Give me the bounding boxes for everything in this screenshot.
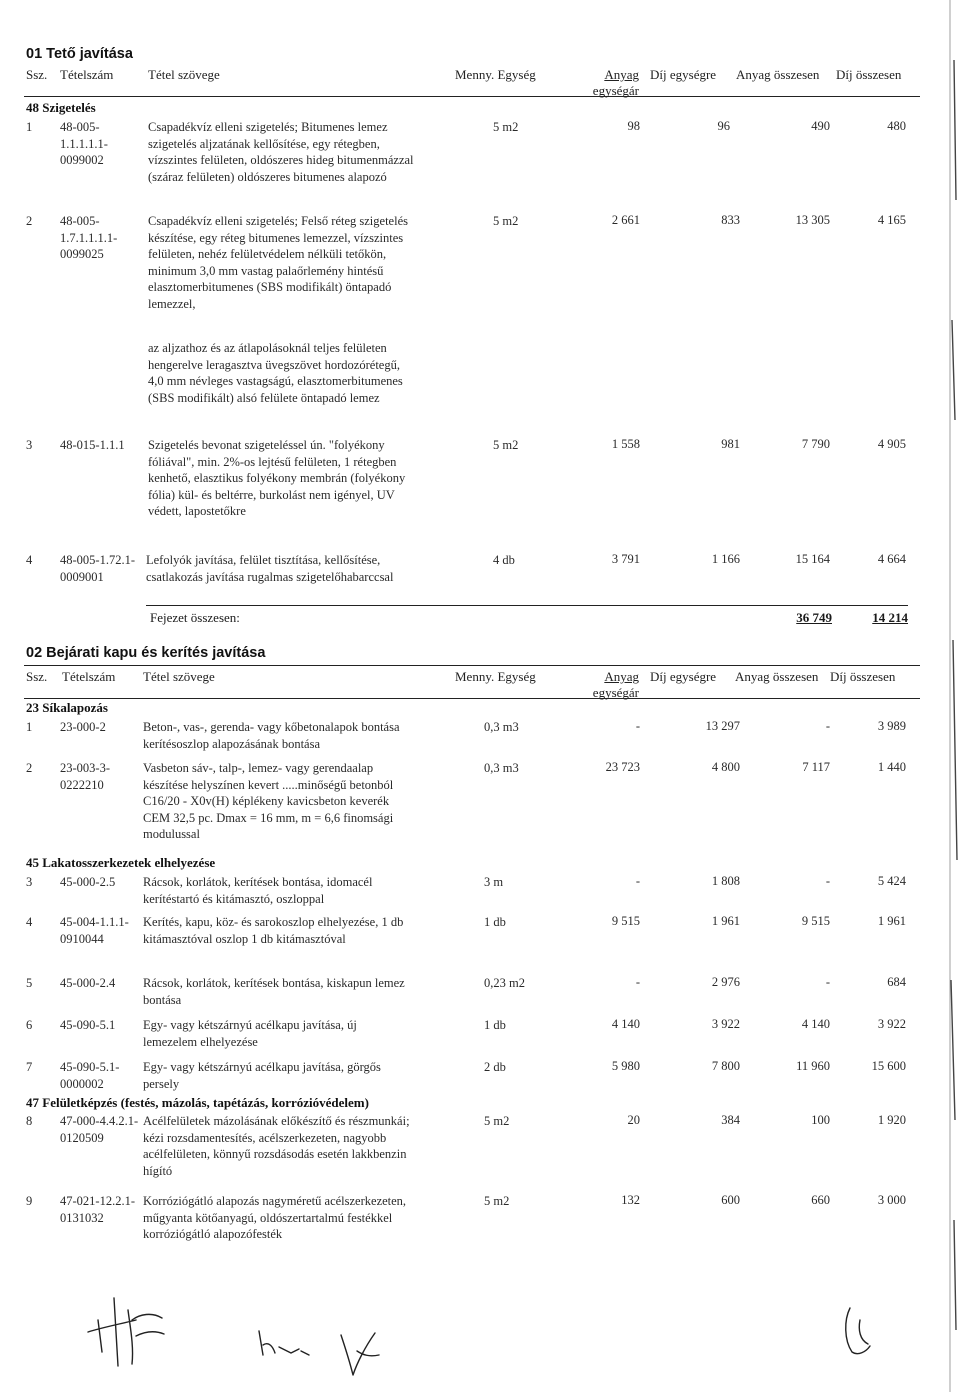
row-menny: 0,3 m3 [484, 761, 519, 775]
row-dij-egys: 600 [721, 1193, 740, 1207]
row-szoveg: Egy- vagy kétszárnyú acélkapu javítása, új lemezelem elhelyezése [143, 1018, 357, 1049]
row-ssz: 6 [26, 1018, 33, 1032]
header-ssz: Ssz. [26, 67, 48, 82]
header-tetelszam: Tételszám [60, 67, 114, 82]
row-ssz: 1 [26, 720, 33, 734]
row-dij-egys: 4 800 [711, 760, 740, 774]
row-ssz: 2 [26, 214, 33, 228]
row-anyag-ossz: 7 790 [801, 437, 830, 451]
row-dij-ossz: 4 165 [877, 213, 906, 227]
signature-4 [840, 1300, 880, 1360]
row-anyag-ossz: 11 960 [796, 1059, 830, 1073]
row-dij-egys: 3 922 [711, 1017, 740, 1031]
row-szoveg: Szigetelés bevonat szigeteléssel ún. "folyékony fóliával", min. 2%-os lejtésű felületen, 1 rétegben kenhető, elasztikus folyékony membrán (folyékony fólia) kül- és beltérre, burkolást nem igényel, UV védett, lapostetőkre [148, 438, 406, 518]
row-tetelszam: 48-005- 1.7.1.1.1.1- 0099025 [60, 214, 118, 261]
header-anyag: Anyag egységár [592, 669, 639, 701]
header-dij-ossz: Díj összesen [830, 669, 896, 684]
row-tetelszam: 47-000-4.4.2.1- 0120509 [60, 1114, 139, 1145]
row-szoveg: Lefolyók javítása, felület tisztítása, kellősítése, csatlakozás javítása rugalmas szigetelőhabarccsal [146, 553, 394, 584]
scan-edge-artifact [934, 0, 960, 1392]
section-title: 02 Bejárati kapu és kerítés javítása [26, 645, 266, 661]
row-dij-ossz: 5 424 [877, 874, 906, 888]
row-szoveg: Acélfelületek mázolásának előkészítő és részmunkái; kézi rozsdamentesítés, acélszerkezeten, nagyobb acélfelületen, könnyű rozsdásodás esetén lakkbenzin hígító [143, 1114, 410, 1178]
row-szoveg: Rácsok, korlátok, kerítések bontása, kiskapun lemez bontása [143, 976, 405, 1007]
row-anyag-ossz: 4 140 [801, 1017, 830, 1031]
row-dij-egys: 833 [721, 213, 740, 227]
header-ssz: Ssz. [26, 669, 48, 684]
row-ssz: 9 [26, 1194, 33, 1208]
signature-2 [255, 1325, 315, 1365]
row-menny: 0,3 m3 [484, 720, 519, 734]
row-menny: 1 db [484, 915, 506, 929]
row-tetelszam: 23-003-3- 0222210 [60, 761, 110, 792]
row-menny: 5 m2 [493, 120, 519, 134]
row-anyag-ossz: 100 [811, 1113, 830, 1127]
header-rule [24, 698, 920, 699]
row-dij-ossz: 3 989 [877, 719, 906, 733]
chapter-total-label: Fejezet összesen: [150, 610, 240, 625]
header-dij-egys: Díj egységre [650, 67, 717, 82]
row-anyag-ossz: 15 164 [795, 552, 830, 566]
row-menny: 5 m2 [484, 1114, 510, 1128]
row-szoveg: Csapadékvíz elleni szigetelés; Bitumenes lemez szigetelés aljzatának kellősítése, egy rétegben, vízszintes felületen, oldószeres hideg bitumenmázzal (száraz felületen) oldószeres bitumenes alapozó [148, 120, 414, 184]
row-dij-ossz: 3 000 [877, 1193, 906, 1207]
row-dij-ossz: 480 [887, 119, 906, 133]
group-title: 23 Síkalapozás [26, 700, 108, 715]
row-szoveg: Rácsok, korlátok, kerítések bontása, idomacél kerítéstartó és kitámasztó, oszloppal [143, 875, 373, 906]
chapter-total-dij: 14 214 [872, 610, 908, 625]
row-menny: 5 m2 [493, 438, 519, 452]
row-anyag: - [635, 719, 640, 733]
row-tetelszam: 45-000-2.4 [60, 976, 116, 990]
section-title: 01 Tető javítása [26, 46, 133, 62]
row-dij-ossz: 4 905 [877, 437, 906, 451]
row-ssz: 8 [26, 1114, 33, 1128]
header-menny: Menny. Egység [455, 67, 536, 82]
row-tetelszam: 45-000-2.5 [60, 875, 116, 889]
row-szoveg: Vasbeton sáv-, talp-, lemez- vagy gerendaalap készítése helyszínen kevert .....minőségű betonból C16/20 - X0v(H) képlékeny kavicsbeton keverék CEM 32,5 pc. Dmax = 16 mm, m = 6,6 finomsági modulussal [143, 761, 394, 841]
row-anyag: - [635, 975, 640, 989]
row-tetelszam: 45-004-1.1.1- 0910044 [60, 915, 129, 946]
row-anyag: - [635, 874, 640, 888]
row-anyag-ossz: 490 [811, 119, 830, 133]
header-anyag-ossz: Anyag összesen [736, 67, 820, 82]
group-title: 45 Lakatosszerkezetek elhelyezése [26, 855, 216, 870]
row-anyag-ossz: - [825, 719, 830, 733]
header-dij-egys: Díj egységre [650, 669, 717, 684]
row-anyag: 98 [627, 119, 640, 133]
header-tetelszam: Tételszám [62, 669, 116, 684]
row-tetelszam: 45-090-5.1 [60, 1018, 116, 1032]
row-anyag: 1 558 [611, 437, 640, 451]
row-menny: 2 db [484, 1060, 506, 1074]
group-title: 48 Szigetelés [26, 100, 96, 115]
row-szoveg: Csapadékvíz elleni szigetelés; Felső réteg szigetelés készítése, egy réteg bitumenes lemezzel, vízszintes felületen, nehéz felületvédelem nélküli tetőkön, minimum 3,0 mm vastag palaőrlemény hintésű elasztomerbitumenes (SBS modifikált) öntapadó lemezzel, [148, 214, 408, 311]
row-tetelszam: 48-015-1.1.1 [60, 438, 125, 452]
row-dij-ossz: 1 920 [877, 1113, 906, 1127]
row-anyag-ossz: 7 117 [802, 760, 830, 774]
row-anyag: 20 [627, 1113, 640, 1127]
row-dij-egys: 96 [717, 119, 730, 133]
row-ssz: 5 [26, 976, 33, 990]
row-menny: 0,23 m2 [484, 976, 525, 990]
row-dij-egys: 384 [721, 1113, 740, 1127]
total-rule [146, 605, 908, 606]
row-menny: 5 m2 [484, 1194, 510, 1208]
row-dij-egys: 1 166 [711, 552, 740, 566]
row-anyag-ossz: 9 515 [801, 914, 830, 928]
row-dij-egys: 1 961 [711, 914, 740, 928]
row-szoveg: Beton-, vas-, gerenda- vagy kőbetonalapok bontása kerítésoszlop alapozásának bontása [143, 720, 400, 751]
row-ssz: 4 [26, 553, 33, 567]
row-anyag: 23 723 [605, 760, 640, 774]
row-dij-ossz: 1 961 [877, 914, 906, 928]
header-anyag: Anyag egységár [592, 67, 639, 99]
header-dij-ossz: Díj összesen [836, 67, 902, 82]
row-menny: 5 m2 [493, 214, 519, 228]
row-dij-egys: 1 808 [711, 874, 740, 888]
row-anyag: 9 515 [611, 914, 640, 928]
row-anyag: 5 980 [611, 1059, 640, 1073]
row-anyag-ossz: 13 305 [795, 213, 830, 227]
row-ssz: 2 [26, 761, 33, 775]
row-dij-egys: 7 800 [711, 1059, 740, 1073]
row-tetelszam: 48-005- 1.1.1.1.1- 0099002 [60, 120, 108, 167]
row-szoveg: Kerítés, kapu, köz- és sarokoszlop elhelyezése, 1 db kitámasztóval oszlop 1 db kitámasztóval [143, 915, 404, 946]
row-dij-egys: 981 [721, 437, 740, 451]
row-dij-egys: 13 297 [705, 719, 740, 733]
header-szoveg: Tétel szövege [148, 67, 220, 82]
row-menny: 3 m [484, 875, 504, 889]
row-tetelszam: 48-005-1.72.1- 0009001 [60, 553, 135, 584]
row-ssz: 3 [26, 438, 33, 452]
row-tetelszam: 23-000-2 [60, 720, 106, 734]
row-anyag-ossz: 660 [811, 1193, 830, 1207]
header-szoveg: Tétel szövege [143, 669, 215, 684]
row-dij-ossz: 4 664 [877, 552, 906, 566]
row-szoveg: Korróziógátló alapozás nagyméretű acélszerkezeten, műgyanta kötőanyagú, oldószertartalmú festékkel korróziógátló alapozófesték [143, 1194, 407, 1241]
row-tetelszam: 45-090-5.1- 0000002 [60, 1060, 120, 1091]
row-anyag: 4 140 [611, 1017, 640, 1031]
row-menny: 4 db [493, 553, 515, 567]
header-rule [24, 96, 920, 97]
header-menny: Menny. Egység [455, 669, 536, 684]
row-szoveg: Egy- vagy kétszárnyú acélkapu javítása, görgős persely [143, 1060, 381, 1091]
row-anyag: 132 [621, 1193, 640, 1207]
signature-1 [80, 1290, 170, 1370]
row-dij-egys: 2 976 [711, 975, 740, 989]
row-anyag: 2 661 [611, 213, 640, 227]
header-anyag-ossz: Anyag összesen [735, 669, 819, 684]
row-menny: 1 db [484, 1018, 506, 1032]
row-ssz: 3 [26, 875, 33, 889]
row-tetelszam: 47-021-12.2.1- 0131032 [60, 1194, 135, 1225]
row-szoveg-continued: az aljzathoz és az átlapolásoknál teljes felületen hengerelve leragasztva üvegszövet hordozórétegű, 4,0 mm névleges vastagságú, elasztomerbitumenes (SBS modifikált) alsó felülete öntapadó lemez [148, 341, 403, 405]
row-anyag-ossz: - [825, 874, 830, 888]
row-dij-ossz: 15 600 [871, 1059, 906, 1073]
row-anyag: 3 791 [611, 552, 640, 566]
signature-3 [335, 1325, 385, 1385]
row-dij-ossz: 1 440 [877, 760, 906, 774]
row-anyag-ossz: - [825, 975, 830, 989]
row-ssz: 7 [26, 1060, 33, 1074]
row-dij-ossz: 3 922 [877, 1017, 906, 1031]
row-ssz: 4 [26, 915, 33, 929]
row-dij-ossz: 684 [887, 975, 906, 989]
row-ssz: 1 [26, 120, 33, 134]
section-rule [24, 665, 920, 666]
group-title: 47 Felületképzés (festés, mázolás, tapétázás, korrózióvédelem) [26, 1095, 369, 1110]
chapter-total-anyag: 36 749 [796, 610, 832, 625]
